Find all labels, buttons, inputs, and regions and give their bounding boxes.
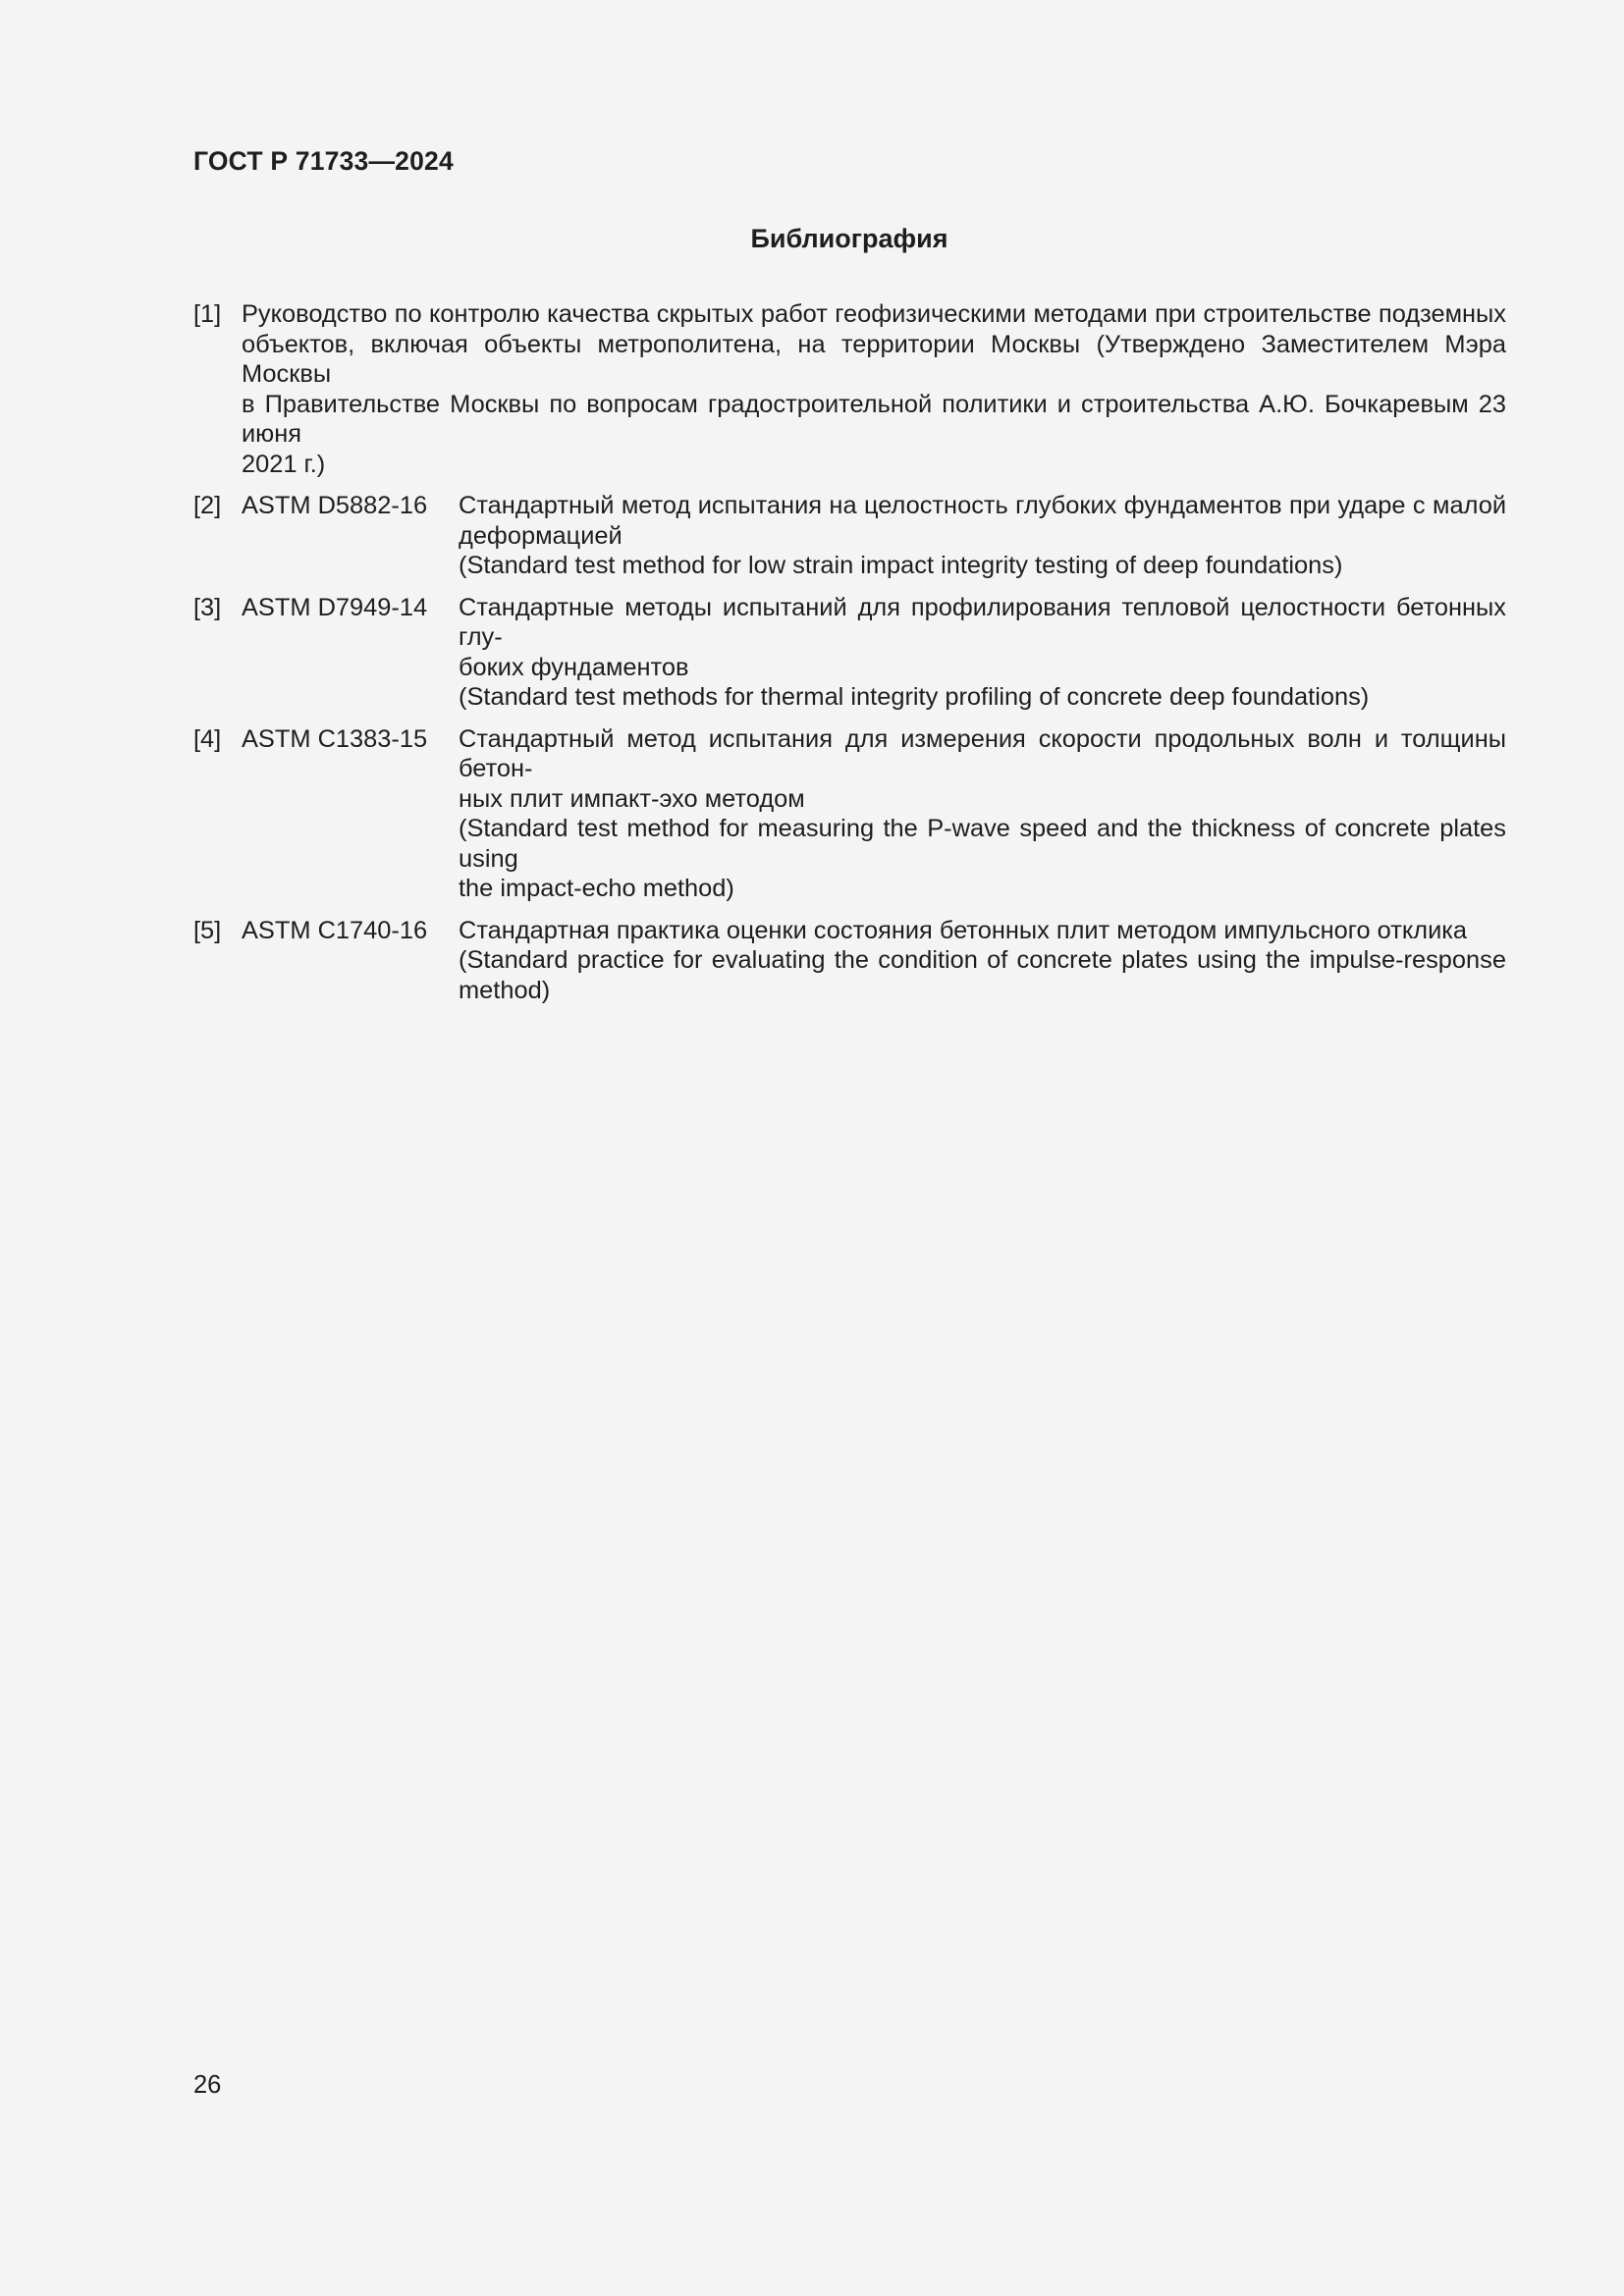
bibliography-entry-2 xyxy=(193,491,1506,581)
section-title: Библиография xyxy=(750,224,948,253)
entry-en-line: (Standard test method for low strain impact integrity testing of deep foundations) xyxy=(459,552,1343,579)
entry-description xyxy=(459,916,1506,1006)
entry-text-line: 2021 г.) xyxy=(242,450,326,478)
entry-ru-line: боких фундаментов xyxy=(459,653,689,681)
entry-description xyxy=(459,724,1506,904)
entry-en-line: method) xyxy=(459,976,551,1004)
entry-code: ASTM D5882-16 xyxy=(242,492,428,519)
entry-en-line: (Standard practice for evaluating the condition of concrete plates using the impulse-response xyxy=(459,946,1506,974)
entry-number: [5] xyxy=(193,916,222,944)
entry-code: ASTM C1383-15 xyxy=(242,724,428,753)
page-number: 26 xyxy=(193,2071,222,2099)
entry-ru-line: Стандартные методы испытаний для профилирования тепловой целостности бетонных глу- xyxy=(459,593,1506,651)
page-header-standard-id: ГОСТ Р 71733—2024 xyxy=(193,146,454,176)
entry-number: [1] xyxy=(193,300,222,328)
entry-ru-line: Стандартная практика оценки состояния бетонных плит методом импульсного отклика xyxy=(459,916,1468,944)
bibliography-entry-4 xyxy=(193,724,1506,904)
entry-code: ASTM D7949-14 xyxy=(242,593,428,621)
entry-description xyxy=(459,593,1506,713)
entry-number: [4] xyxy=(193,724,222,753)
entry-en-line: (Standard test method for measuring the P-wave speed and the thickness of concrete plates using xyxy=(459,815,1506,873)
entry-en-line: the impact-echo method) xyxy=(459,875,734,902)
entry-ru-line: Стандартный метод испытания на целостность глубоких фундаментов при ударе с малой xyxy=(459,492,1506,519)
entry-ru-line: деформацией xyxy=(459,521,623,550)
entry-text-line: Руководство по контролю качества скрытых работ геофизическими методами при строительстве подземных xyxy=(242,300,1506,328)
entry-number: [2] xyxy=(193,492,222,519)
entry-number: [3] xyxy=(193,593,222,621)
entry-text-line: в Правительстве Москвы по вопросам градостроительной политики и строительства А.Ю. Бочкаревым 23 июня xyxy=(242,390,1506,448)
entry-description xyxy=(459,491,1506,581)
bibliography-entry-1 xyxy=(193,299,1506,479)
entry-en-line: (Standard test methods for thermal integrity profiling of concrete deep foundations) xyxy=(459,683,1370,711)
bibliography-entry-5 xyxy=(193,916,1506,1006)
entry-ru-line: Стандартный метод испытания для измерения скорости продольных волн и толщины бетон- xyxy=(459,724,1506,782)
entry-code: ASTM C1740-16 xyxy=(242,916,428,944)
entry-ru-line: ных плит импакт-эхо методом xyxy=(459,784,805,813)
bibliography-entry-3 xyxy=(193,593,1506,713)
entry-text-line: объектов, включая объекты метрополитена, на территории Москвы (Утверждено Заместителем Мэра Москвы xyxy=(242,330,1506,388)
entry-text xyxy=(242,299,1506,479)
bibliography-list xyxy=(193,299,1506,1017)
